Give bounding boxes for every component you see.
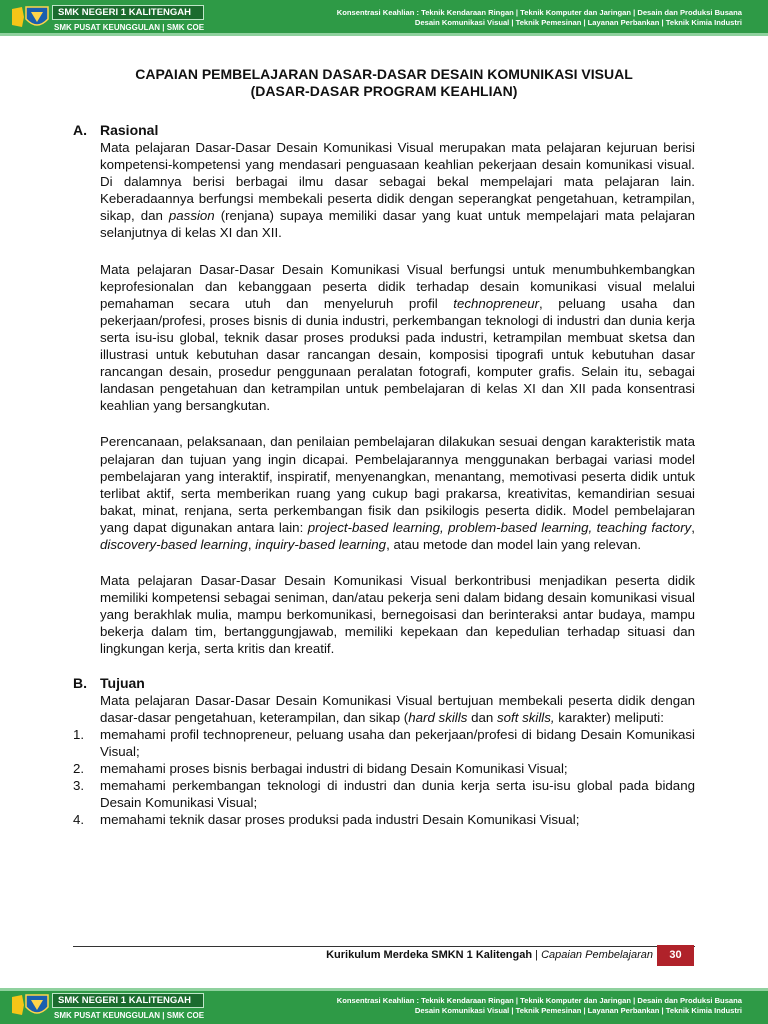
title-line-2: (DASAR-DASAR PROGRAM KEAHLIAN) xyxy=(250,83,518,99)
konsentrasi-line-2: Desain Komunikasi Visual | Teknik Pemesinan | Layanan Perbankan | Teknik Kimia Industri xyxy=(414,1006,742,1015)
list-item: 2. memahami proses bisnis berbagai industri di bidang Desain Komunikasi Visual; xyxy=(73,760,568,776)
section-title: Tujuan xyxy=(100,674,145,691)
paragraph: Mata pelajaran Dasar-Dasar Desain Komunikasi Visual berfungsi untuk menumbuhkembangkan keprofesionalan dan kebanggaan peserta didik terhadap desain komunikasi visual melalui pemahaman secara utuh dan menyeluruh profil technopreneur, peluang usaha dan pekerjaan/profesi, proses bisnis di dunia industri, perkembangan teknologi di industri dan dunia kerja serta isu-isu global, teknik dasar proses produksi pada industri, ketrampilan membuat sketsa dan illustrasi untuk kebutuhan dasar rancangan desain, komposisi tipografi untuk kebutuhan dasar rancangan desain, prosedur penggunaan peralatan fotografi, komputer grafis. Selain itu, sebagai landasan pengetahuan dan ketrampilan untuk pembelajaran di kelas XI dan XII pada konsentrasi keahlian yang bersangkutan. xyxy=(100,261,695,414)
list-item: 3. memahami perkembangan teknologi di industri dan dunia kerja serta isu-isu global pada bidang Desain Komunikasi Visual; xyxy=(73,778,695,811)
paragraph: Mata pelajaran Dasar-Dasar Desain Komunikasi Visual bertujuan membekali peserta didik dengan dasar-dasar pengetahuan, keterampilan, dan sikap (hard skills dan soft skills, karakter) meliputi: xyxy=(100,692,695,725)
konsentrasi-line-2: Desain Komunikasi Visual | Teknik Pemesinan | Layanan Perbankan | Teknik Kimia Industri xyxy=(414,18,742,27)
list-item: 4. memahami teknik dasar proses produksi pada industri Desain Komunikasi Visual; xyxy=(73,812,580,828)
section-title: Rasional xyxy=(100,122,159,138)
school-name: SMK NEGERI 1 KALITENGAH xyxy=(52,5,204,20)
footer-capaian: Capaian Pembelajaran xyxy=(541,949,653,961)
section-letter: B. xyxy=(73,674,87,691)
tujuan-list xyxy=(73,726,695,829)
section-tujuan xyxy=(73,675,695,829)
banner-stripe xyxy=(0,33,768,36)
list-item: 1. memahami profil technopreneur, peluang usaha dan pekerjaan/profesi di bidang Desain Komunikasi Visual; xyxy=(73,726,695,759)
page-number-badge: 30 xyxy=(657,945,694,966)
title-line-1: CAPAIAN PEMBELAJARAN DASAR-DASAR DESAIN KOMUNIKASI VISUAL xyxy=(135,66,633,82)
school-emblem-icon xyxy=(10,993,50,1019)
konsentrasi-keahlian xyxy=(337,996,742,1016)
footer-separator: | xyxy=(535,949,539,961)
school-name: SMK NEGERI 1 KALITENGAH xyxy=(52,993,204,1008)
page-footer xyxy=(326,948,653,962)
paragraph: Mata pelajaran Dasar-Dasar Desain Komunikasi Visual merupakan mata pelajaran kejuruan berisi kompetensi-kompetensi yang mendasari penguasaan keahlian pekerjaan desain komunikasi visual. Di dalamnya berisi berbagai ilmu dasar sebagai bekal mempelajari mata pelajaran lain. Keberadaannya berfungsi membekali peserta didik dengan seperangkat pengetahuan, ketrampilan, sikap, dan passion (renjana) supaya memiliki dasar yang kuat untuk mempelajari mata pelajaran selanjutnya di kelas XI dan XII. xyxy=(100,140,695,241)
section-letter: A. xyxy=(73,122,87,138)
banner-stripe xyxy=(0,988,768,991)
school-subtitle: SMK PUSAT KEUNGGULAN | SMK COE xyxy=(54,1011,205,1020)
footer-divider xyxy=(73,946,695,947)
school-name-block xyxy=(52,5,204,33)
footer-banner xyxy=(0,988,768,1024)
document-body xyxy=(73,66,695,828)
section-rasional xyxy=(73,122,695,658)
document-title xyxy=(73,66,695,100)
section-heading xyxy=(73,122,695,139)
konsentrasi-line-1: Konsentrasi Keahlian : Teknik Kendaraan Ringan | Teknik Komputer dan Jaringan | Desain dan Produksi Busana xyxy=(336,996,742,1005)
paragraph: Perencanaan, pelaksanaan, dan penilaian pembelajaran dilakukan sesuai dengan karakteristik mata pelajaran dan tujuan yang ingin dicapai. Pembelajarannya menggunakan berbagai variasi model pembelajaran yang interaktif, inspiratif, menyenangkan, menantang, memotivasi peserta didik untuk terlibat aktif, serta memberikan ruang yang cukup bagi prakarsa, kreativitas, kemandirian sesuai bakat, minat, renjana, serta perkembangan fisik dan psikilogis peserta didik. Model pembelajaran yang dapat digunakan antara lain: project-based learning, problem-based learning, teaching factory, discovery-based learning, inquiry-based learning, atau metode dan model lain yang relevan. xyxy=(100,434,695,552)
header-banner xyxy=(0,0,768,36)
school-emblem-icon xyxy=(10,5,50,31)
footer-kurikulum: Kurikulum Merdeka SMKN 1 Kalitengah xyxy=(326,949,533,961)
paragraph: Mata pelajaran Dasar-Dasar Desain Komunikasi Visual berkontribusi menjadikan peserta didik memiliki kompetensi sebagai seniman, dan/atau pekerja seni dalam bidang desain komunikasi visual yang berakhlak mulia, mampu berkomunikasi, bernegoisasi dan berinteraksi antar budaya, mampu bekerja dalam tim, bertanggungjawab, memiliki kepekaan dan kepedulian terhadap situasi dan lingkungan kerja, serta kritis dan kreatif. xyxy=(100,573,695,657)
school-subtitle: SMK PUSAT KEUNGGULAN | SMK COE xyxy=(54,23,205,32)
school-name-block xyxy=(52,993,204,1021)
konsentrasi-line-1: Konsentrasi Keahlian : Teknik Kendaraan Ringan | Teknik Komputer dan Jaringan | Desain dan Produksi Busana xyxy=(336,8,742,17)
section-heading xyxy=(73,675,695,692)
konsentrasi-keahlian xyxy=(337,8,742,28)
